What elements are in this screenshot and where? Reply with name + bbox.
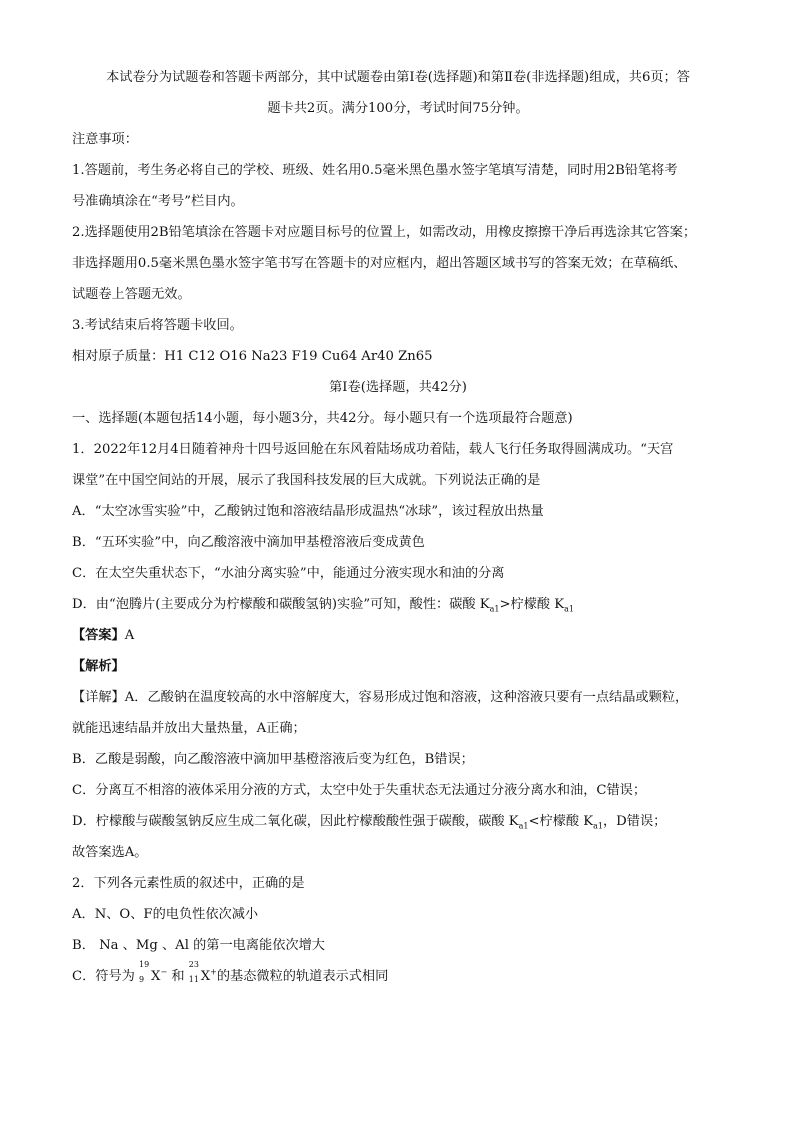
q1-detail-d [72, 806, 724, 837]
q1-detail-d-text-2: <柠檬酸 K [528, 814, 594, 829]
note-2-line-2: 非选择题用0.5毫米黑色墨水签字笔书写在答题卡的对应框内，超出答题区域书写的答案无效；在草稿纸、 [72, 256, 687, 271]
note-2-line-3: 试题卷上答题无效。 [72, 287, 191, 302]
nuclide-1-symbol: X [151, 969, 161, 984]
intro-line-1: 本试卷分为试题卷和答题卡两部分，其中试题卷由第Ⅰ卷(选择题)和第Ⅱ卷(非选择题)组成，共6页；答 [106, 70, 690, 85]
note-1-line-1: 1.答题前，考生务必将自己的学校、班级、姓名用0.5毫米黑色墨水签字笔填写清楚，同时用2B铅笔将考 [72, 163, 678, 178]
nuclide-1-mass-number: 19 [139, 960, 150, 969]
q1-detail-d-text-3: ，D错误； [603, 814, 667, 829]
detail-a-text: A．乙酸钠在温度较高的水中溶解度大，容易形成过饱和溶液，这种溶液只要有一点结晶或颗粒， [124, 690, 689, 705]
answer-label: 【答案】 [72, 628, 125, 643]
q2-option-c-text-2: 的基态微粒的轨道表示式相同 [216, 969, 389, 984]
note-1-line-2: 号准确填涂在“考号”栏目内。 [72, 194, 244, 209]
atomic-mass-line: 相对原子质量：H1 C12 O16 Na23 F19 Cu64 Ar40 Zn65 [72, 349, 433, 364]
q1-option-b: B．“五环实验”中，向乙酸溶液中滴加甲基橙溶液后变成黄色 [72, 535, 425, 550]
note-2-line-1: 2.选择题使用2B铅笔填涂在答题卡对应题目标号的位置上，如需改动，用橡皮擦擦干净后再选涂其它答案； [72, 225, 697, 240]
q1-detail-d-subscript-1: a1 [518, 821, 529, 831]
note-3: 3.考试结束后将答题卡收回。 [72, 318, 243, 333]
q1-stem-line-2: 课堂”在中国空间站的开展，展示了我国科技发展的巨大成就。下列说法正确的是 [72, 473, 541, 488]
q1-stem-line-1: 1．2022年12月4日随着神舟十四号返回舱在东风着陆场成功着陆，载人飞行任务取得圆满成功。“天宫 [72, 442, 674, 457]
q1-detail-a-line-1 [72, 682, 724, 713]
nuclide-1-notation [139, 960, 151, 984]
q1-option-d-text-2: >柠檬酸 K [499, 597, 565, 612]
q2-option-c [72, 961, 724, 992]
answer-value: A [124, 628, 135, 643]
notes-heading: 注意事项： [72, 132, 138, 147]
q1-detail-d-text: D．柠檬酸与碳酸氢钠反应生成二氧化碳，因此柠檬酸酸性强于碳酸，碳酸 K [72, 814, 519, 829]
nuclide-2-atomic-number: 11 [188, 975, 199, 984]
q2-option-a: A．N、O、F的电负性依次减小 [72, 907, 259, 922]
nuclide-2-charge: + [210, 967, 217, 977]
q1-detail-b: B．乙酸是弱酸，向乙酸溶液中滴加甲基橙溶液后变为红色，B错误； [72, 752, 474, 767]
q1-detail-d-subscript-2: a1 [593, 821, 603, 831]
nuclide-2-mass-number: 23 [188, 960, 199, 969]
q1-option-a: A．“太空冰雪实验”中，乙酸钠过饱和溶液结晶形成温热“冰球”，该过程放出热量 [72, 504, 544, 519]
q1-option-d-subscript-2: a1 [564, 604, 575, 614]
q1-conclusion: 故答案选A。 [72, 845, 148, 860]
nuclide-2-notation [188, 960, 201, 984]
analysis-label: 【解析】 [72, 659, 125, 674]
q2-option-c-text: C．符号为 [72, 969, 135, 984]
q1-option-d-text: D．由“泡腾片(主要成分为柠檬酸和碳酸氢钠)实验”可知，酸性：碳酸 K [72, 597, 490, 612]
q2-option-c-and: 和 [171, 969, 185, 984]
q1-option-c: C．在太空失重状态下，“水油分离实验”中，能通过分液实现水和油的分离 [72, 566, 505, 581]
q1-option-d [72, 589, 724, 620]
nuclide-1-atomic-number: 9 [139, 975, 145, 984]
nuclide-2-symbol: X [200, 969, 211, 984]
intro-line-2: 题卡共2页。满分100分，考试时间75分钟。 [267, 101, 529, 116]
section-title: 第Ⅰ卷(选择题，共42分) [329, 380, 467, 395]
q1-detail-c: C．分离互不相溶的液体采用分液的方式，太空中处于失重状态无法通过分液分离水和油，C错误； [72, 783, 647, 798]
q2-stem: 2．下列各元素性质的叙述中，正确的是 [72, 876, 305, 891]
nuclide-1-charge: − [160, 967, 168, 977]
q2-option-b: B． Na 、Mg 、Al 的第一电离能依次增大 [72, 938, 325, 953]
q1-detail-a-line-2: 就能迅速结晶并放出大量热量，A正确； [72, 721, 306, 736]
detail-label: 【详解】 [72, 690, 125, 705]
q1-option-d-subscript-1: a1 [489, 604, 500, 614]
q1-answer [72, 620, 724, 651]
part-heading: 一、选择题(本题包括14小题，每小题3分，共42分。每小题只有一个选项最符合题意) [72, 411, 573, 426]
q1-analysis-label [72, 651, 724, 682]
